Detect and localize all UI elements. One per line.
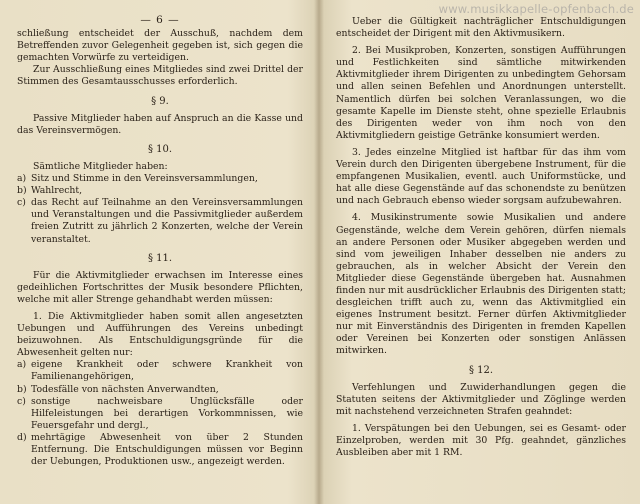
- list-label: a): [17, 359, 27, 371]
- paragraph: Zur Ausschließung eines Mitgliedes sind zwei Drittel der Stimmen des Gesamtausschusses erforderlich.: [17, 64, 303, 88]
- list-text: Sitz und Stimme in den Vereinsversammlungen,: [31, 173, 258, 185]
- list-item: [17, 384, 303, 396]
- section-heading: § 9.: [151, 95, 169, 107]
- paragraph: Verfehlungen und Zuwiderhandlungen gegen die Statuten seitens der Aktivmitglieder und Zöglinge werden mit nachstehend verzeichneten Strafen geahndet:: [336, 381, 626, 417]
- list-item: [17, 396, 303, 432]
- list-text: mehrtägige Abwesenheit von über 2 Stunden Entfernung. Die Entschuldigungen müssen vor Beginn der Uebungen, Produktionen usw., angezeigt werden.: [31, 431, 303, 468]
- paragraph: 1. Verspätungen bei den Uebungen, sei es Gesamt- oder Einzelproben, werden mit 30 Pfg. geahndet, gänzliches Ausbleiben aber mit 1 RM.: [336, 422, 626, 459]
- paragraph: 2. Bei Musikproben, Konzerten, sonstigen Aufführungen und Festlichkeiten sind sämtliche mitwirkenden Aktivmitglieder ihrem Dirigenten zu unbedingtem Gehorsam und allen seinen Befehlen und Anordnungen unterstellt. Namentlich dürfen bei solchen Veranlassungen, wo die gesamte Kapelle im Dienste steht, ohne spezielle Erlaubnis des Dirigenten weder von ihm noch von den Aktivmitgliedern geistige Getränke konsumiert werden.: [336, 45, 626, 141]
- paragraph: Für die Aktivmitglieder erwachsen im Interesse eines gedeihlichen Fortschrittes der Musik besondere Pflichten, welche mit aller Strenge gehandhabt werden müssen:: [17, 269, 303, 305]
- paragraph: 4. Musikinstrumente sowie Musikalien und andere Gegenstände, welche dem Verein gehören, dürfen niemals an andere Personen oder Musiker abgegeben werden und sind vom jeweiligen Inhaber desselben nie anders zu gebrauchen, als in welcher Absicht der Verein den Mitglieder diese Gegenstände übergeben hat. Ausnahmen finden nur mit ausdrücklicher Erlaubnis des Dirigenten statt; desgleichen trifft auch zu, wenn das Aktivmitglied ein eigenes Instrument besitzt. Ferner dürfen Aktivmitglieder nur mit Einverständnis des Dirigenten in fremden Kapellen oder Vereinen bei Konzerten oder sonstigen Anlässen mitwirken.: [336, 212, 626, 357]
- watermark: www.musikkapelle-opfenbach.de: [438, 2, 634, 16]
- section-heading: § 11.: [147, 252, 173, 264]
- paragraph: 1. Die Aktivmitglieder haben somit allen angesetzten Uebungen und Aufführungen des Vereins unbedingt beizuwohnen. Als Entschuldigungsgründe für die Abwesenheit gelten nur:: [17, 310, 303, 359]
- list-label: a): [17, 173, 27, 185]
- section-heading: § 12.: [468, 364, 494, 376]
- list-label: b): [17, 185, 27, 197]
- list-label: c): [17, 395, 26, 407]
- list-label: d): [17, 431, 27, 443]
- list-item: [17, 173, 303, 185]
- page-number: — 6 —: [140, 14, 180, 26]
- book-gutter: [314, 0, 324, 504]
- list-label: b): [17, 383, 27, 395]
- list-label: c): [17, 197, 26, 209]
- list-text: sonstige nachweisbare Unglücksfälle oder Hilfeleistungen bei derartigen Vorkommnissen, wie Feuersgefahr und dergl.,: [31, 395, 303, 431]
- left-page: [17, 0, 303, 504]
- list-text: eigene Krankheit oder schwere Krankheit von Familienangehörigen,: [31, 359, 303, 383]
- paragraph: schließung entscheidet der Ausschuß, nachdem dem Betreffenden zuvor Gelegenheit gegeben ist, sich gegen die gemachten Vorwürfe zu verteidigen.: [17, 28, 303, 64]
- section-heading: § 10.: [147, 143, 173, 155]
- paragraph: Ueber die Gültigkeit nachträglicher Entschuldigungen entscheidet der Dirigent mit den Aktivmusikern.: [336, 16, 626, 40]
- paragraph: Sämtliche Mitglieder haben:: [33, 160, 168, 172]
- paragraph: 3. Jedes einzelne Mitglied ist haftbar für das ihm vom Verein durch den Dirigenten übergebene Instrument, für die empfangenen Musikalien, eventl. auch Uniformstücke, und hat alle diese Gegenstände auf das schonendste zu benützen und nach Gebrauch ebenso wieder sorgsam aufzubewahren.: [336, 146, 626, 207]
- list-item: [17, 185, 303, 197]
- right-page: [336, 0, 626, 504]
- list-item: [17, 359, 303, 383]
- list-item: [17, 432, 303, 468]
- list-text: Wahlrecht,: [31, 185, 83, 197]
- list-item: [17, 197, 303, 245]
- list-text: das Recht auf Teilnahme an den Vereinsversammlungen und Veranstaltungen und die Passivmitglieder außerdem freien Zutritt zu jährlich 2 Konzerten, welche der Verein veranstaltet.: [31, 197, 303, 245]
- paragraph: Passive Mitglieder haben auf Anspruch an die Kasse und das Vereinsvermögen.: [17, 112, 303, 136]
- list-text: Todesfälle von nächsten Anverwandten,: [31, 383, 219, 395]
